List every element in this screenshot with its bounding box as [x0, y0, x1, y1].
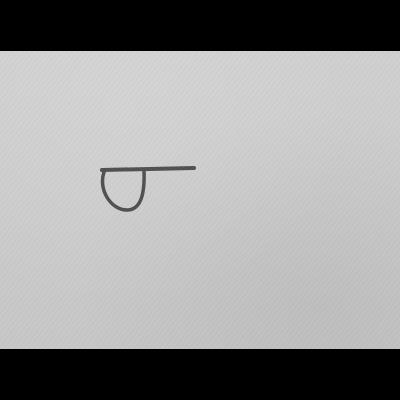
paper-surface [0, 51, 400, 349]
pencil-stroke-horizontal [102, 168, 194, 170]
pencil-stroke-loop [103, 171, 145, 210]
pencil-mark [0, 51, 400, 349]
